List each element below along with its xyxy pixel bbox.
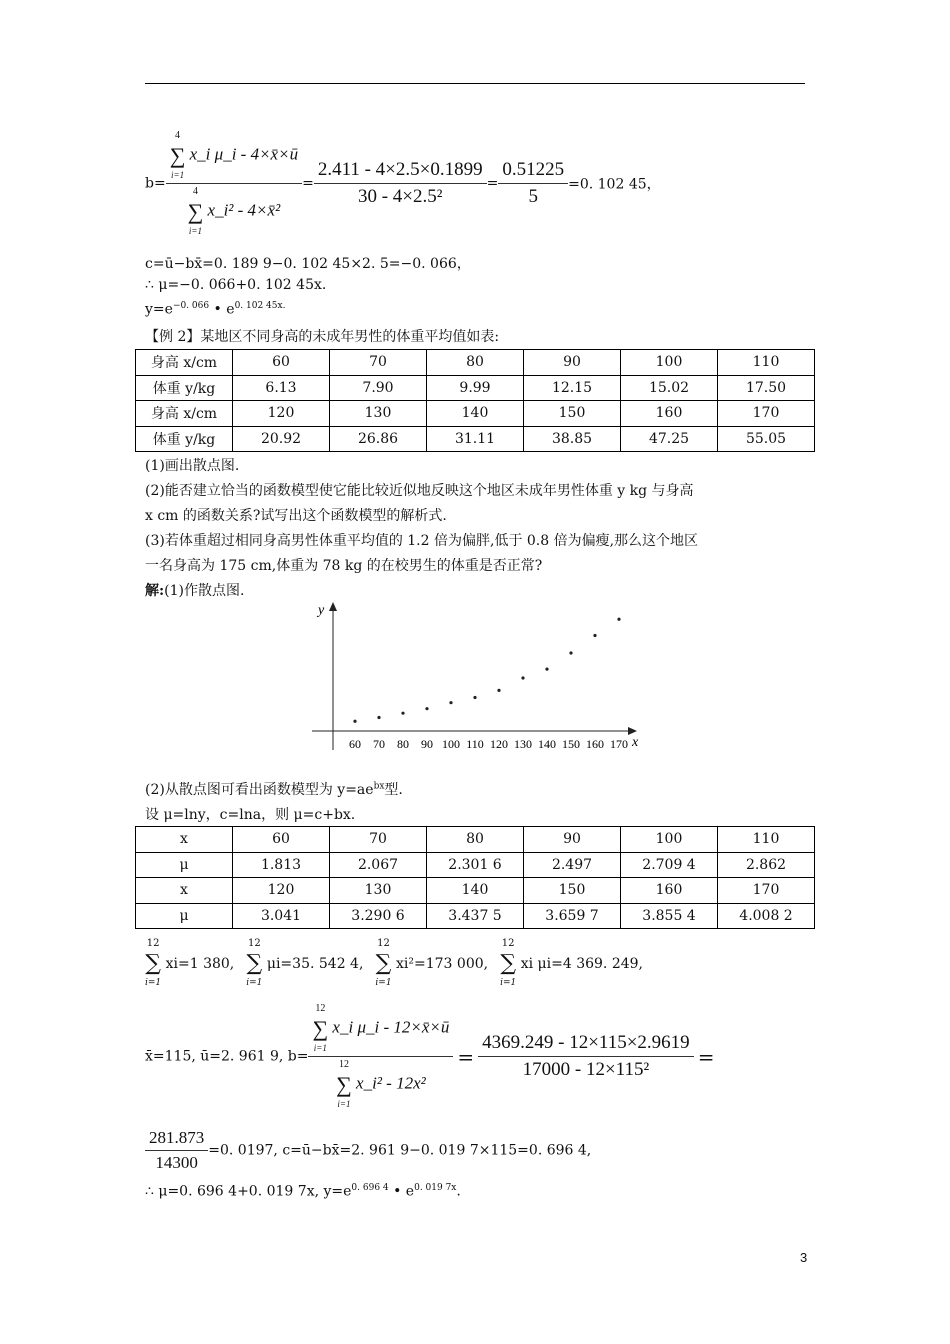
sum-term bbox=[145, 938, 235, 988]
table-cell: 2.709 4 bbox=[621, 852, 718, 878]
scatter-point bbox=[545, 668, 548, 671]
sum-upper: 4 bbox=[175, 130, 181, 141]
y-base: y=e bbox=[145, 301, 173, 318]
scatter-point bbox=[449, 701, 452, 704]
table-cell: 7.90 bbox=[330, 375, 427, 401]
x-tick-label: 150 bbox=[562, 737, 580, 751]
final-exp1: 0. 696 4 bbox=[351, 1183, 389, 1193]
table-cell: 80 bbox=[427, 827, 524, 853]
table-cell: 80 bbox=[427, 350, 524, 376]
x-tick-label: 110 bbox=[466, 737, 484, 751]
sum-upper: 12 bbox=[146, 938, 160, 949]
x-axis-arrow-icon bbox=[628, 727, 637, 735]
scatter-point bbox=[617, 618, 620, 621]
table-cell: 31.11 bbox=[427, 426, 524, 452]
sigma-icon: ∑ bbox=[375, 951, 392, 976]
table-cell: 170 bbox=[718, 401, 815, 427]
table-cell: 3.659 7 bbox=[524, 903, 621, 929]
sum-lower: i=1 bbox=[313, 1043, 327, 1053]
table-cell: 3.855 4 bbox=[621, 903, 718, 929]
sum-upper: 12 bbox=[501, 938, 515, 949]
final-base: ∴ μ=0. 696 4+0. 019 7x, y=e bbox=[145, 1183, 352, 1200]
row-header: x bbox=[136, 878, 233, 904]
scatter-point bbox=[401, 712, 404, 715]
solution-label: 解: bbox=[145, 583, 165, 599]
table-cell: 100 bbox=[621, 827, 718, 853]
x-tick-label: 170 bbox=[610, 737, 628, 751]
table-cell: 170 bbox=[718, 878, 815, 904]
table-cell: 20.92 bbox=[233, 426, 330, 452]
sum-upper: 12 bbox=[315, 1003, 326, 1014]
table-cell: 130 bbox=[330, 401, 427, 427]
sum-lower: i=1 bbox=[145, 978, 162, 988]
question-2b: x cm 的函数关系?试写出这个函数模型的解析式. bbox=[145, 508, 447, 524]
table-cell: 160 bbox=[621, 878, 718, 904]
table-cell: 110 bbox=[718, 350, 815, 376]
c2-line: =0. 0197, c=ū−bx̄=2. 961 9−0. 019 7×115=0. 696 4, bbox=[208, 1142, 592, 1159]
b-denominator: x_i² - 4×x̄² bbox=[207, 200, 281, 220]
final-end: . bbox=[456, 1183, 461, 1200]
sums-line bbox=[145, 938, 655, 989]
b2-res-den: 14300 bbox=[155, 1153, 198, 1172]
table-cell: 150 bbox=[524, 401, 621, 427]
table-cell: 150 bbox=[524, 878, 621, 904]
table-cell: 160 bbox=[621, 401, 718, 427]
row-header: x bbox=[136, 827, 233, 853]
x-axis-label: x bbox=[632, 735, 639, 750]
table-row bbox=[136, 878, 815, 904]
final-mid: • e bbox=[388, 1183, 415, 1200]
sum-value: xi²=173 000, bbox=[396, 955, 489, 972]
sigma-icon: ∑ bbox=[145, 951, 161, 976]
b-den2: 30 - 4×2.5² bbox=[357, 186, 443, 207]
sum-lower: i=1 bbox=[246, 978, 263, 988]
header-rule bbox=[145, 83, 805, 84]
row-header: μ bbox=[136, 903, 233, 929]
x-tick-label: 80 bbox=[397, 737, 409, 751]
table-cell: 70 bbox=[330, 350, 427, 376]
b-num2: 2.411 - 4×2.5×0.1899 bbox=[314, 159, 487, 184]
scatter-point bbox=[473, 696, 476, 699]
x-tick-label: 160 bbox=[586, 737, 604, 751]
question-3b: 一名身高为 175 cm,体重为 78 kg 的在校男生的体重是否正常? bbox=[145, 558, 543, 574]
sum-upper: 12 bbox=[338, 1059, 349, 1070]
table-row bbox=[136, 426, 815, 452]
question-2a: (2)能否建立恰当的函数模型使它能比较近似地反映这个地区未成年男性体重 y kg 与身高 bbox=[145, 483, 694, 499]
table-row bbox=[136, 903, 815, 929]
b-result: =0. 102 45， bbox=[568, 176, 661, 193]
table-cell: 15.02 bbox=[621, 375, 718, 401]
table-cell: 55.05 bbox=[718, 426, 815, 452]
scatter-chart bbox=[300, 598, 650, 760]
scatter-point bbox=[353, 720, 356, 723]
x-tick-label: 130 bbox=[514, 737, 532, 751]
table-cell: 140 bbox=[427, 878, 524, 904]
table-cell: 2.301 6 bbox=[427, 852, 524, 878]
table-cell: 12.15 bbox=[524, 375, 621, 401]
sigma-icon: ∑ bbox=[246, 951, 263, 976]
y-axis-arrow-icon bbox=[329, 602, 337, 611]
mu-line: ∴ μ=−0. 066+0. 102 45x. bbox=[145, 277, 327, 293]
b2-num2: 4369.249 - 12×115×2.9619 bbox=[478, 1032, 694, 1057]
table-cell: 2.497 bbox=[524, 852, 621, 878]
table-row bbox=[136, 375, 815, 401]
sum-value: xi=1 380, bbox=[165, 955, 235, 972]
sum-lower: i=1 bbox=[337, 1099, 351, 1109]
table-cell: 17.50 bbox=[718, 375, 815, 401]
height-weight-table bbox=[135, 349, 815, 452]
sum-lower: i=1 bbox=[500, 978, 517, 988]
table-cell: 47.25 bbox=[621, 426, 718, 452]
x-tick-label: 120 bbox=[490, 737, 508, 751]
x-tick-label: 90 bbox=[421, 737, 433, 751]
sum-lower: i=1 bbox=[188, 226, 202, 236]
sum-value: μi=35. 542 4, bbox=[266, 955, 364, 972]
final-exp2: 0. 019 7x bbox=[414, 1183, 457, 1193]
table-cell: 3.041 bbox=[233, 903, 330, 929]
table-row bbox=[136, 827, 815, 853]
c-line: c=ū−bx̄=0. 189 9−0. 102 45×2. 5=−0. 066， bbox=[145, 256, 471, 272]
solution-1-text: (1)作散点图. bbox=[164, 583, 245, 599]
table-cell: 60 bbox=[233, 827, 330, 853]
table-cell: 2.067 bbox=[330, 852, 427, 878]
table-cell: 70 bbox=[330, 827, 427, 853]
sum-lower: i=1 bbox=[375, 978, 392, 988]
b2-denominator: x_i² - 12x² bbox=[356, 1073, 426, 1093]
b2-numerator: x_i μ_i - 12×x̄×ū bbox=[332, 1017, 450, 1037]
row-header: μ bbox=[136, 852, 233, 878]
b2-prefix: x̄=115, ū=2. 961 9, b= bbox=[145, 1048, 309, 1065]
table-row bbox=[136, 852, 815, 878]
row-header: 体重 y/kg bbox=[136, 375, 233, 401]
x-mu-table bbox=[135, 826, 815, 929]
substitution-line: 设 μ=lny，c=lna，则 μ=c+bx. bbox=[145, 807, 356, 823]
sigma-icon: ∑ bbox=[312, 1016, 329, 1041]
table-cell: 4.008 2 bbox=[718, 903, 815, 929]
page-number: 3 bbox=[800, 1250, 808, 1265]
b-num3: 0.51225 bbox=[498, 159, 568, 184]
y-exp1: −0. 066 bbox=[172, 301, 210, 311]
table-cell: 38.85 bbox=[524, 426, 621, 452]
table-cell: 3.437 5 bbox=[427, 903, 524, 929]
y-line bbox=[145, 301, 285, 318]
question-1: (1)画出散点图. bbox=[145, 458, 240, 474]
formula-b: b= 4 ∑ i=1 x_i μ_i - 4×x̄×ū 4 ∑ i=1 x_i² - 4×x̄² = $\frac{2.411 - 4\times 2.5\times 0.1899}{\text{30 - 4×2.5²}}$ = $\frac{0.51225}{5}$ =0. 102 45， bbox=[145, 130, 661, 236]
b2-den2: 17000 - 12×115² bbox=[522, 1059, 650, 1080]
sigma-icon: ∑ bbox=[187, 199, 204, 224]
y-axis-label: y bbox=[318, 603, 325, 618]
sol2-end: 型. bbox=[384, 782, 403, 798]
table-cell: 60 bbox=[233, 350, 330, 376]
sigma-icon: ∑ bbox=[169, 143, 186, 168]
b-prefix: b= bbox=[145, 175, 166, 192]
formula-b2: x̄=115, ū=2. 961 9, b= 12 ∑ i=1 x_i μ_i - 12×x̄×ū 12 ∑ i=1 x_i² - 12x² = $\frac{4369.249 - 12\times 115\times 2.9619}{\text{17000 - 12×115²}}$ = bbox=[145, 1003, 715, 1109]
b-den3: 5 bbox=[528, 186, 538, 207]
table-cell: 26.86 bbox=[330, 426, 427, 452]
sum-value: xi μi=4 369. 249, bbox=[520, 955, 643, 972]
table-cell: 90 bbox=[524, 350, 621, 376]
sol2-text: (2)从散点图可看出函数模型为 y=ae bbox=[145, 782, 374, 798]
y-exp2: 0. 102 45x. bbox=[234, 301, 286, 311]
table-cell: 90 bbox=[524, 827, 621, 853]
table-cell: 120 bbox=[233, 401, 330, 427]
row-header: 体重 y/kg bbox=[136, 426, 233, 452]
sum-lower: i=1 bbox=[171, 170, 185, 180]
x-tick-label: 60 bbox=[349, 737, 361, 751]
table-row bbox=[136, 350, 815, 376]
sum-upper: 12 bbox=[247, 938, 261, 949]
table-cell: 120 bbox=[233, 878, 330, 904]
sigma-icon: ∑ bbox=[336, 1072, 352, 1097]
scatter-point bbox=[497, 689, 500, 692]
sol2-exp: bx bbox=[373, 781, 385, 792]
table-cell: 130 bbox=[330, 878, 427, 904]
table-cell: 2.862 bbox=[718, 852, 815, 878]
table-cell: 3.290 6 bbox=[330, 903, 427, 929]
table-row bbox=[136, 401, 815, 427]
scatter-point bbox=[593, 634, 596, 637]
final-line bbox=[145, 1183, 461, 1200]
scatter-point bbox=[377, 716, 380, 719]
scatter-point bbox=[521, 676, 524, 679]
scatter-point bbox=[569, 651, 572, 654]
x-tick-label: 70 bbox=[373, 737, 385, 751]
table-cell: 6.13 bbox=[233, 375, 330, 401]
solution-2 bbox=[145, 779, 403, 799]
table-cell: 140 bbox=[427, 401, 524, 427]
y-mid: • e bbox=[209, 301, 235, 318]
sum-term bbox=[500, 938, 643, 988]
b2-res-num: 281.873 bbox=[145, 1128, 208, 1151]
row-header: 身高 x/cm bbox=[136, 401, 233, 427]
example2-title: 【例 2】某地区不同身高的未成年男性的体重平均值如表: bbox=[145, 329, 500, 345]
sum-upper: 4 bbox=[192, 186, 198, 197]
sigma-icon: ∑ bbox=[500, 951, 517, 976]
table-cell: 1.813 bbox=[233, 852, 330, 878]
table-cell: 9.99 bbox=[427, 375, 524, 401]
sum-term bbox=[246, 938, 364, 988]
x-tick-label: 100 bbox=[442, 737, 460, 751]
solution-1 bbox=[145, 580, 244, 600]
b-numerator: x_i μ_i - 4×x̄×ū bbox=[189, 144, 299, 164]
table-cell: 110 bbox=[718, 827, 815, 853]
sum-upper: 12 bbox=[377, 938, 390, 949]
x-tick-label: 140 bbox=[538, 737, 556, 751]
scatter-point bbox=[425, 707, 428, 710]
b2-result-line bbox=[145, 1128, 591, 1173]
question-3a: (3)若体重超过相同身高男性体重平均值的 1.2 倍为偏胖,低于 0.8 倍为偏瘦,那么这个地区 bbox=[145, 533, 699, 549]
table-cell: 100 bbox=[621, 350, 718, 376]
sum-term bbox=[375, 938, 489, 988]
row-header: 身高 x/cm bbox=[136, 350, 233, 376]
